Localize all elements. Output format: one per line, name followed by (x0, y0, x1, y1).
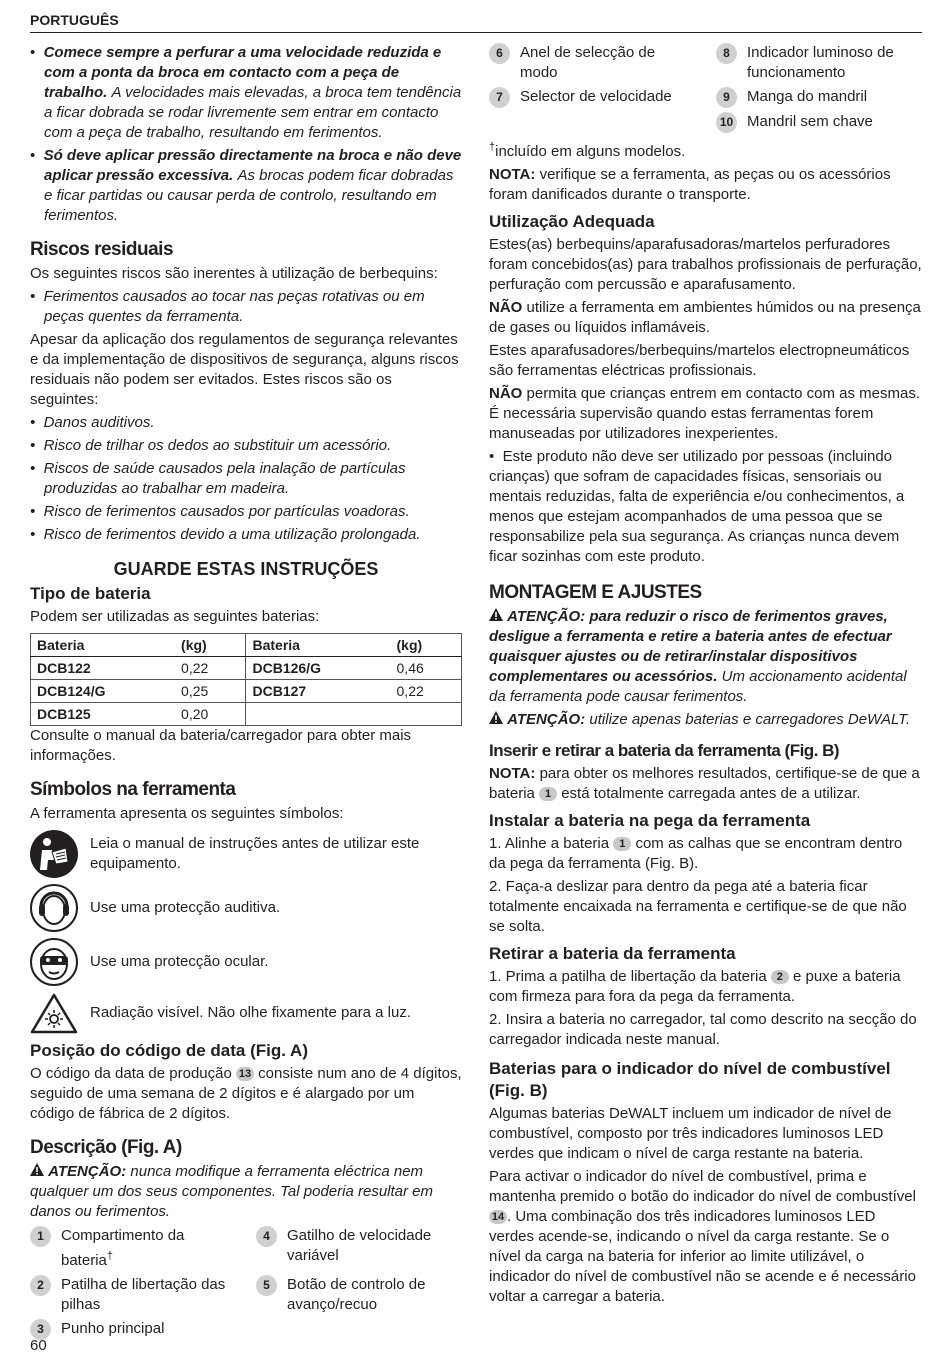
page-header (30, 10, 922, 33)
component-legend-continued (489, 43, 923, 133)
utilizacao-heading: Utilização Adequada (489, 212, 655, 231)
tipo-intro: Podem ser utilizadas as seguintes baterias: (30, 608, 320, 625)
retirar-step: 2. Insira a bateria no carregador, tal como descrito na secção do carregador indicada neste manual. (489, 1011, 917, 1048)
symbol-row (30, 830, 462, 878)
nao-paragraph: NÃO utilize a ferramenta em ambientes húmidos ou na presença de gases ou líquidos inflamáveis. (489, 299, 921, 336)
callout-badge: 13 (236, 1067, 254, 1081)
safety-bullet-1: • Comece sempre a perfurar a uma velocidade reduzida e com a ponta da broca em contacto com a peça de trabalho. A velocidades mais elevadas, a broca tem tendência a ficar dobrada se rodar livremente sem entrar em contacto com a peça de trabalho, resultando em ferimentos. (30, 44, 462, 141)
baterias-paragraph-2: Para activar o indicador do nível de combustível, prima e mantenha premido o botão do indicador do nível de combustível 14 . Uma combinação dos três indicadores luminosos LED verdes acende-se, indicando o nível da carga restante. Se o nível da carga na bateria for inferior ao limite utilizável, o indicador do nível de combustível não se acende e é necessário voltar a carregar a bateria. (489, 1168, 916, 1305)
table-row: DCB125 0,20 (31, 703, 462, 726)
symbol-text: Radiação visível. Não olhe fixamente para a luz. (90, 1004, 412, 1021)
legend-item: 9 Manga do mandril (716, 87, 923, 108)
riscos-bullet: • Ferimentos causados ao tocar nas peças rotativas ou em peças quentes da ferramenta. (30, 288, 425, 325)
symbol-text: Use uma protecção auditiva. (90, 899, 281, 916)
symbol-row (30, 938, 462, 986)
legend-item: 3 Punho principal (30, 1319, 236, 1340)
legend-item: 6 Anel de selecção de modo (489, 43, 696, 83)
risk-item: • Riscos de saúde causados pela inalação de partículas produzidas ao trabalhar em madeira. (30, 460, 406, 497)
hearing-protection-icon (30, 884, 78, 932)
visible-radiation-icon (30, 992, 78, 1034)
montagem-warning-2: ATENÇÃO: utilize apenas baterias e carregadores DeWALT. (489, 710, 923, 730)
riscos-intro: Os seguintes riscos são inerentes à utilização de berbequins: (30, 265, 438, 282)
tipo-after: Consulte o manual da bateria/carregador para obter mais informações. (30, 727, 412, 764)
table-row: DCB124/G 0,25 DCB127 0,22 (31, 680, 462, 703)
legend-item: 8 Indicador luminoso de funcionamento (716, 43, 923, 83)
callout-badge: 1 (613, 837, 631, 851)
battery-table (30, 633, 462, 726)
table-row: DCB122 0,22 DCB126/G 0,46 (31, 657, 462, 680)
montagem-heading: MONTAGEM E AJUSTES (489, 582, 702, 603)
symbol-text: Leia o manual de instruções antes de utilizar este equipamento. (90, 835, 420, 872)
risk-item: • Risco de ferimentos causados por partículas voadoras. (30, 503, 410, 520)
warning-icon (30, 1163, 44, 1176)
risk-item: • Danos auditivos. (30, 414, 155, 431)
baterias-heading: Baterias para o indicador do nível de combustível (Fig. B) (489, 1059, 891, 1100)
posicao-paragraph: O código da data de produção 13 consiste num ano de 4 dígitos, seguido de uma semana de 2 dígitos e é alargado por um código de fábrica de 2 dígitos. (30, 1065, 462, 1122)
symbol-row (30, 884, 462, 932)
right-column (489, 43, 923, 1310)
tipo-heading: Tipo de bateria (30, 584, 151, 603)
legend-item: 7 Selector de velocidade (489, 87, 696, 108)
page-number: 60 (30, 1337, 47, 1354)
callout-badge: 1 (539, 787, 557, 801)
legend-item: 2 Patilha de libertação das pilhas (30, 1275, 236, 1315)
guarde-heading: GUARDE ESTAS INSTRUÇÕES (113, 559, 379, 579)
montagem-warning: ATENÇÃO: para reduzir o risco de ferimentos graves, desligue a ferramenta e retire a bateria antes de efectuar quaisquer ajustes ou de retirar/instalar dispositivos complementares ou acessórios. Um accionamento acidental da ferramenta pode causar ferimentos. (489, 608, 907, 705)
descricao-heading: Descrição (Fig. A) (30, 1137, 182, 1158)
instalar-step: 1. Alinhe a bateria 1 com as calhas que se encontram dentro da pega da ferramenta (Fig. B). (489, 835, 903, 872)
instalar-step: 2. Faça-a deslizar para dentro da pega até a bateria ficar totalmente encaixada na ferramenta e certifique-se de que não se solta. (489, 878, 907, 935)
safety-bullet-2: • Só deve aplicar pressão directamente na broca e não deve aplicar pressão excessiva. As brocas podem ficar dobradas e ficar partidas ou causar perda de controlo, resultando em ferimentos. (30, 147, 462, 224)
component-legend (30, 1226, 462, 1340)
instalar-heading: Instalar a bateria na pega da ferramenta (489, 811, 811, 830)
symbol-text: Use uma protecção ocular. (90, 953, 269, 970)
left-column (30, 43, 462, 1344)
riscos-paragraph: Apesar da aplicação dos regulamentos de segurança relevantes e da implementação de dispositivos de segurança, alguns riscos residuais não podem ser evitados. Estes riscos são os seguintes: (30, 331, 459, 408)
nao-paragraph: NÃO permita que crianças entrem em contacto com as mesmas. É necessária supervisão quando estas ferramentas forem manuseadas por utilizadores inexperientes. (489, 385, 921, 442)
risk-item: • Risco de ferimentos devido a uma utilização prolongada. (30, 526, 421, 543)
baterias-paragraph: Algumas baterias DeWALT incluem um indicador de nível de combustível, composto por três indicadores luminosos LED verdes que indicam o nível de carga restante na bateria. (489, 1105, 892, 1162)
incluido-note: †incluído em alguns modelos. (489, 141, 686, 160)
simbolos-heading: Símbolos na ferramenta (30, 779, 236, 800)
inserir-heading: Inserir e retirar a bateria da ferramenta (Fig. B) (489, 741, 840, 760)
inserir-nota: NOTA: para obter os melhores resultados, certifique-se de que a bateria 1 está totalmente carregada antes de a utilizar. (489, 765, 920, 802)
language-label: PORTUGUÊS (30, 12, 119, 28)
posicao-heading: Posição do código de data (Fig. A) (30, 1041, 308, 1060)
symbol-row (30, 992, 462, 1034)
warning-icon (489, 711, 503, 724)
retirar-heading: Retirar a bateria da ferramenta (489, 944, 736, 963)
simbolos-intro: A ferramenta apresenta os seguintes símbolos: (30, 805, 344, 822)
callout-badge: 14 (489, 1210, 507, 1224)
legend-item: 10 Mandril sem chave (716, 112, 923, 133)
retirar-step: 1. Prima a patilha de libertação da bateria 2 e puxe a bateria com firmeza para fora da pega da ferramenta. (489, 968, 901, 1005)
legend-item: 1 Compartimento da bateria† (30, 1226, 236, 1271)
callout-badge: 2 (771, 970, 789, 984)
eye-protection-icon (30, 938, 78, 986)
table-header-row: Bateria (kg) Bateria (kg) (31, 634, 462, 657)
util-bullet: • Este produto não deve ser utilizado por pessoas (incluindo crianças) que sofram de capacidades físicas, sensoriais ou mentais reduzidas, falta de experiência e/ou conhecimentos, a menos que estejam acompanhados de uma pessoa que se responsabilize pela sua segurança. As crianças nunca devem ficar sozinhas com este produto. (489, 448, 905, 565)
legend-item: 4 Gatilho de velocidade variável (256, 1226, 462, 1271)
risk-item: • Risco de trilhar os dedos ao substituir um acessório. (30, 437, 392, 454)
util-paragraph: Estes(as) berbequins/aparafusadoras/martelos perfuradores foram concebidos(as) para trabalhos profissionais de perfuração, perfuração com percussão e aparafusamento. (489, 236, 922, 293)
warning-icon (489, 608, 503, 621)
descricao-warning: ATENÇÃO: nunca modifique a ferramenta eléctrica nem qualquer um dos seus componentes. Tal poderia resultar em danos ou ferimentos. (30, 1163, 434, 1220)
util-paragraph: Estes aparafusadores/berbequins/martelos electropneumáticos são ferramentas eléctricas profissionais. (489, 342, 910, 379)
nota-paragraph: NOTA: verifique se a ferramenta, as peças ou os acessórios foram danificados durante o transporte. (489, 166, 891, 203)
legend-item: 5 Botão de controlo de avanço/recuo (256, 1275, 462, 1315)
riscos-heading: Riscos residuais (30, 239, 174, 260)
read-manual-icon (30, 830, 78, 878)
